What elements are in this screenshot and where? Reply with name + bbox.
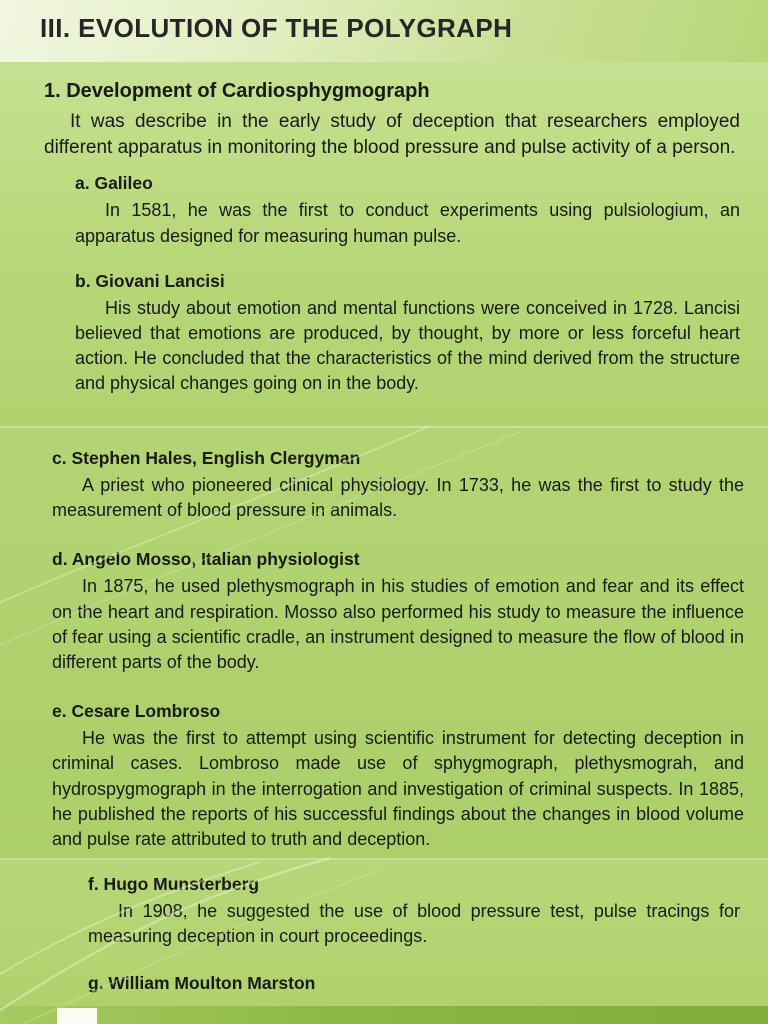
entry-label: d. Angelo Mosso, Italian physiologist: [52, 549, 360, 570]
entry-body: He was the first to attempt using scientific instrument for detecting deception in criminal cases. Lombroso made use of sphygmograph, plethysmograh, and hydrospygmograph in the interrogation and investigation of criminal suspects. In 1885, he published the reports of his successful findings about the changes in blood volume and pulse rate attributed to truth and deception.: [52, 728, 744, 849]
entry-hales: [52, 448, 744, 523]
entry-galileo: [75, 173, 740, 248]
section-heading: 1. Development of Cardiosphygmograph: [44, 80, 430, 102]
entry-label: c. Stephen Hales, English Clergyman: [52, 448, 361, 468]
entry-lancisi: [75, 271, 740, 397]
entry-marston: [88, 973, 740, 994]
section-band-3: [0, 858, 768, 1006]
entry-mosso: [52, 549, 744, 675]
entry-lombroso: [52, 701, 744, 852]
page-footer-strip: [0, 1006, 768, 1024]
footer-white-box: [57, 1008, 97, 1024]
entry-label: b. Giovani Lancisi: [75, 270, 225, 291]
entry-label: f. Hugo Munsterberg: [88, 874, 260, 894]
entry-body: His study about emotion and mental functions were conceived in 1728. Lancisi believed that emotions are produced, by thought, by more or less forceful heart action. He concluded that the characteristics of the mind derived from the structure and physical changes going on in the body.: [75, 297, 740, 394]
intro-paragraph: It was describe in the early study of deception that researchers employed different apparatus in monitoring the blood pressure and pulse activity of a person.: [44, 111, 740, 159]
entry-body: In 1875, he used plethysmograph in his studies of emotion and fear and its effect on the heart and respiration. Mosso also performed his study to measure the influence of fear using a scientific cradle, an instrument designed to measure the flow of blood in different parts of the body.: [52, 576, 744, 672]
entry-label: a. Galileo: [75, 173, 153, 194]
title-band: [0, 0, 768, 62]
entries-a-b: [75, 173, 740, 396]
entry-label: g. William Moulton Marston: [88, 973, 316, 994]
section-band-2: [0, 426, 768, 858]
entry-label: e. Cesare Lombroso: [52, 701, 221, 722]
section-band-1: [0, 62, 768, 426]
entry-body: In 1581, he was the first to conduct experiments using pulsiologium, an apparatus designed for measuring human pulse.: [75, 200, 740, 246]
entry-body: In 1908, he suggested the use of blood pressure test, pulse tracings for measuring deception in court proceedings.: [88, 901, 740, 947]
page-title: III. EVOLUTION OF THE POLYGRAPH: [40, 13, 513, 43]
entry-munsterberg: [88, 874, 740, 949]
entry-body: A priest who pioneered clinical physiology. In 1733, he was the first to study the measurement of blood pressure in animals.: [52, 475, 744, 521]
